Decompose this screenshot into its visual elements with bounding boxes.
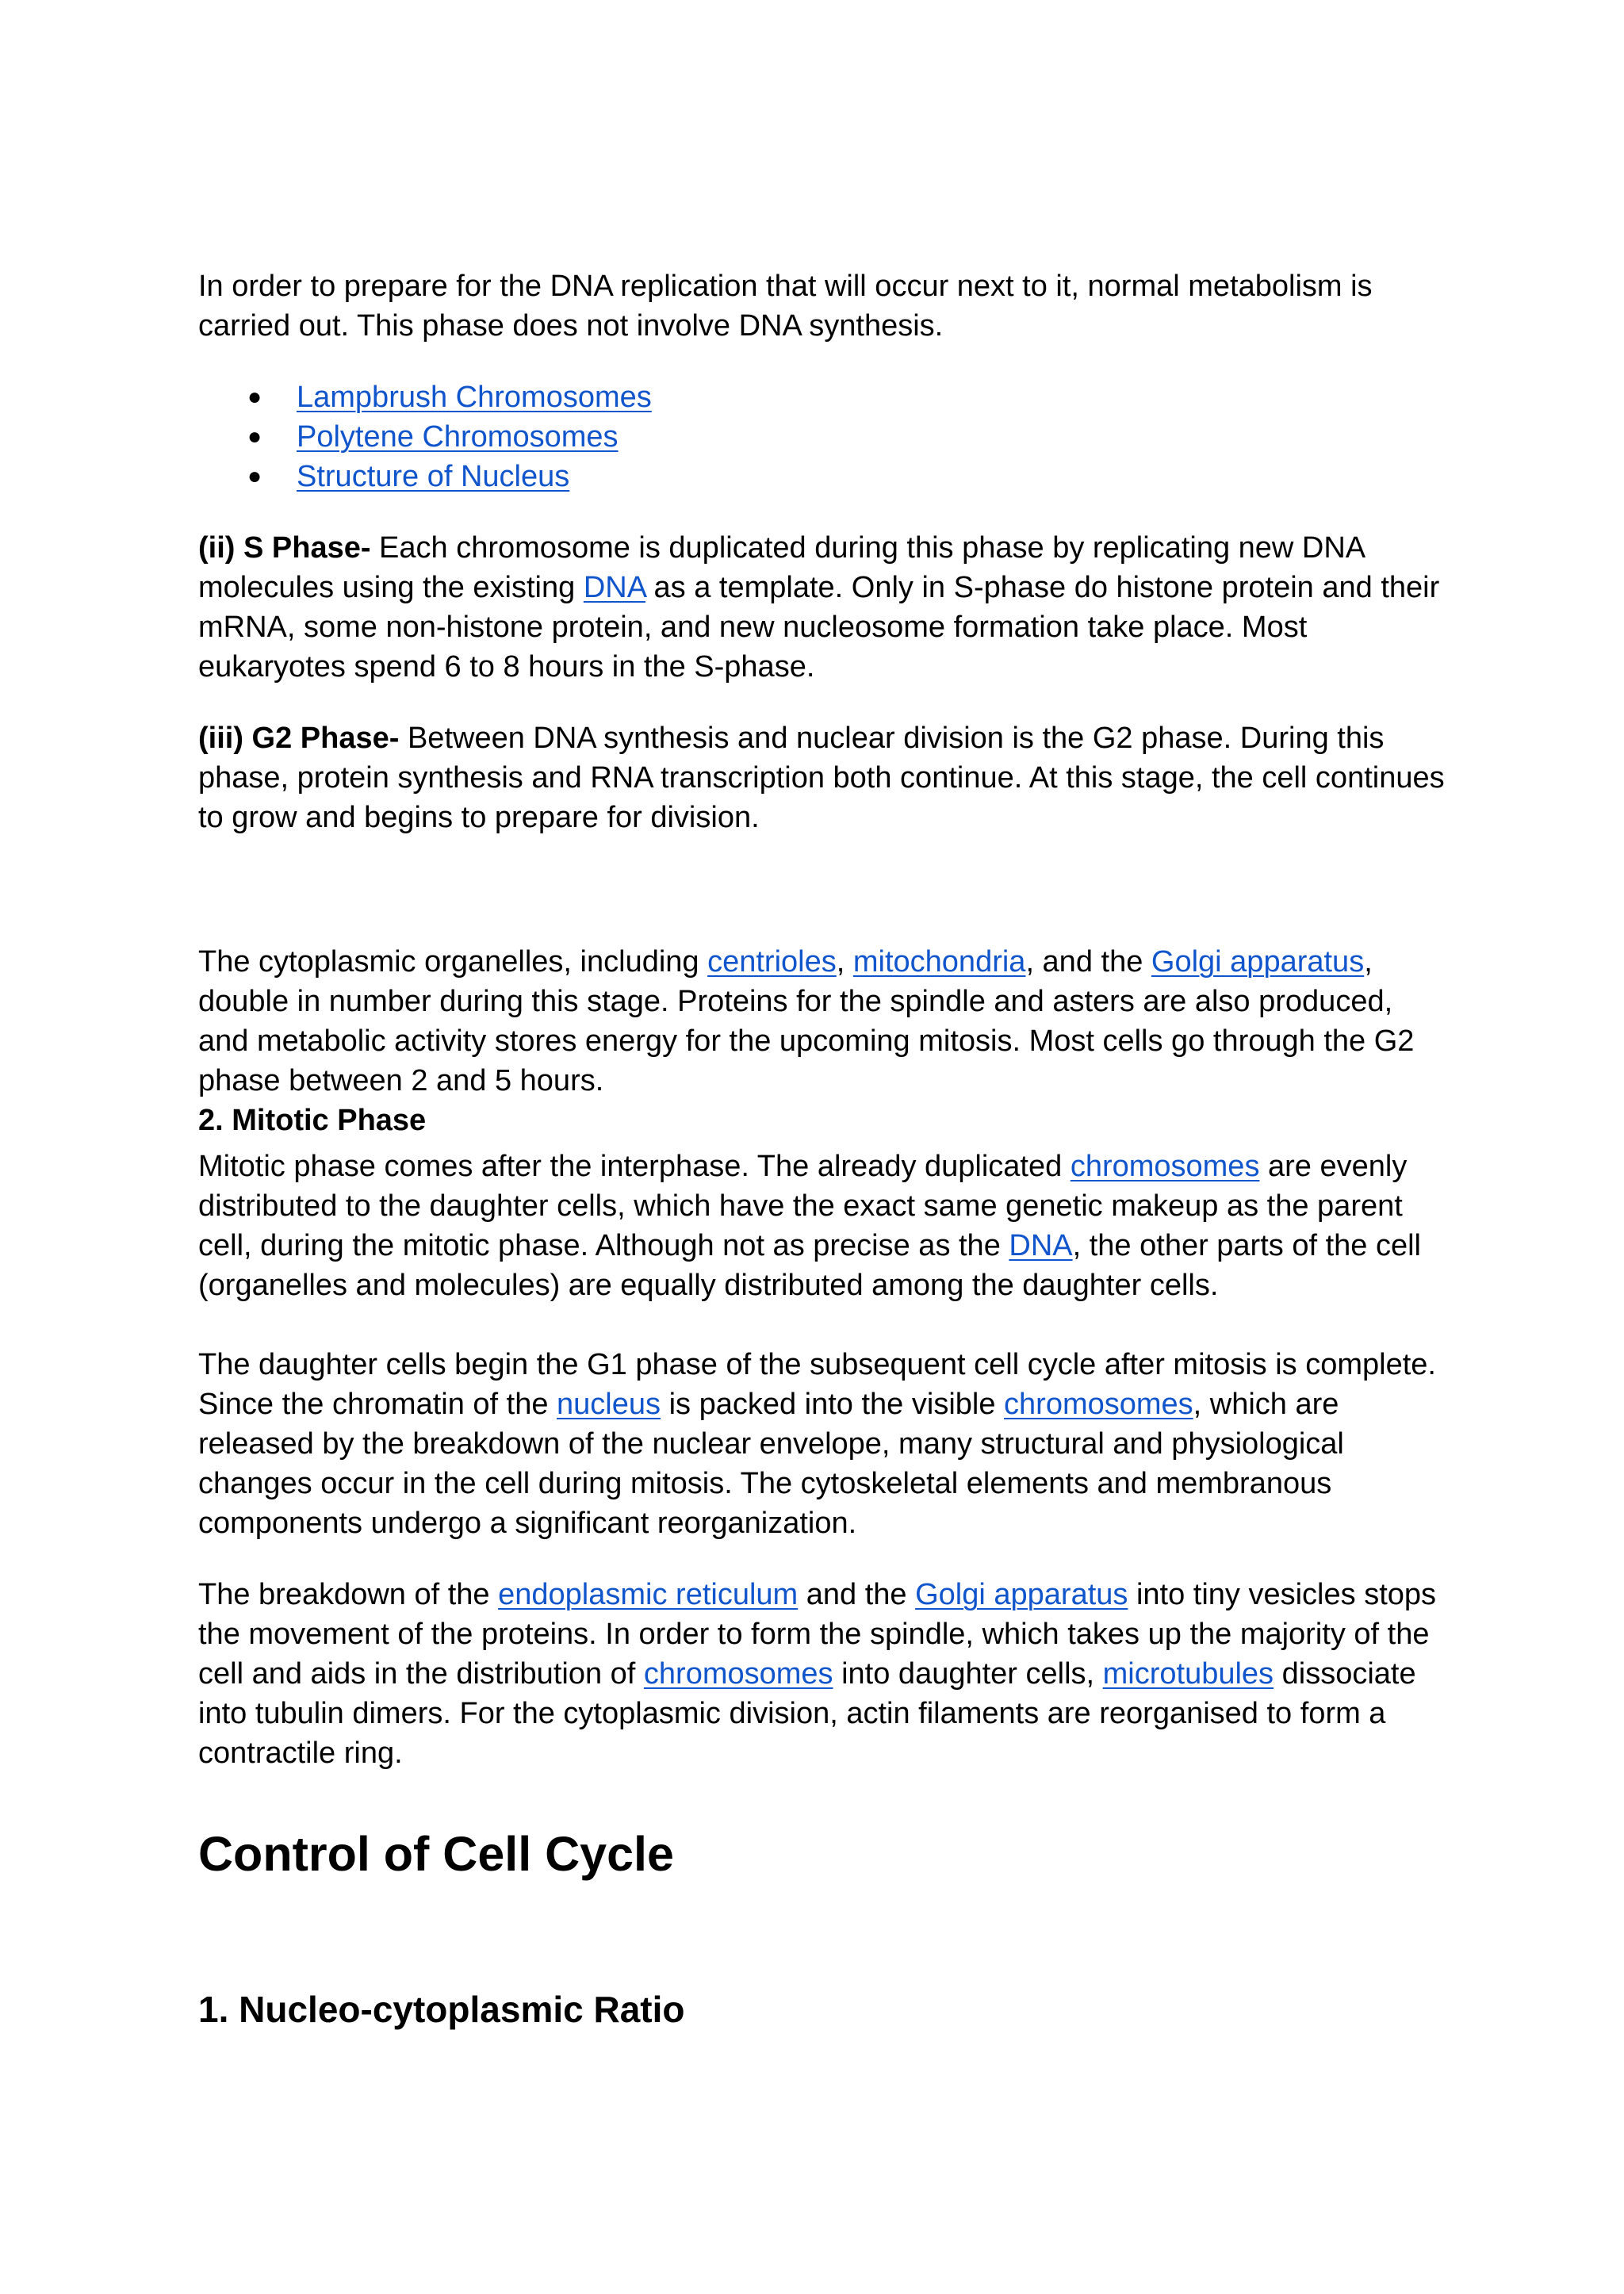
intro-paragraph: In order to prepare for the DNA replication that will occur next to it, normal metabolism is carried out. This phase does not involve DNA synthesis. [198,270,1373,343]
bullet-icon: ● [247,384,262,410]
related-links-list [198,377,1451,496]
link-chromosomes[interactable]: chromosomes [1004,1388,1193,1421]
list-item [198,417,1451,457]
breakdown-paragraph: The breakdown of the endoplasmic reticulum and the Golgi apparatus into tiny vesicles stops the movement of the proteins. In order to form the spindle, which takes up the majority of the cell and aids in the distribution of chromosomes into daughter cells, microtubules dissociate into tubulin dimers. For the cytoplasmic division, actin filaments are reorganised to form a contractile ring. [198,1578,1437,1770]
link-structure-of-nucleus[interactable]: Structure of Nucleus [297,460,570,493]
mitotic-paragraph: Mitotic phase comes after the interphase. The already duplicated chromosomes are evenly distributed to the daughter cells, which have the exact same genetic makeup as the parent cell, during the mitotic phase. Although not as precise as the DNA, the other parts of the cell (organelles and molecules) are equally distributed among the daughter cells. [198,1150,1421,1302]
link-chromosomes[interactable]: chromosomes [1070,1150,1260,1183]
link-microtubules[interactable]: microtubules [1102,1657,1274,1691]
list-item [198,457,1451,496]
nucleo-cytoplasmic-ratio-heading: 1. Nucleo-cytoplasmic Ratio [198,1989,685,2030]
link-dna[interactable]: DNA [1009,1229,1073,1262]
link-mitochondria[interactable]: mitochondria [852,945,1026,978]
s-phase-label: (ii) S Phase- [198,531,371,565]
document-body [198,266,1451,2032]
link-dna[interactable]: DNA [583,571,645,604]
link-polytene-chromosomes[interactable]: Polytene Chromosomes [297,420,619,454]
link-chromosomes[interactable]: chromosomes [643,1657,833,1691]
link-centrioles[interactable]: centrioles [707,945,837,978]
link-endoplasmic-reticulum[interactable]: endoplasmic reticulum [498,1578,799,1611]
g2-phase-label: (iii) G2 Phase- [198,722,400,755]
s-phase-paragraph: (ii) S Phase- Each chromosome is duplicated during this phase by replicating new DNA molecules using the existing DNA as a template. Only in S-phase do histone protein and their mRNA, some non-histone protein, and new nucleosome formation take place. Most eukaryotes spend 6 to 8 hours in the S-phase. [198,531,1440,684]
link-golgi-apparatus[interactable]: Golgi apparatus [915,1578,1128,1611]
link-golgi-apparatus[interactable]: Golgi apparatus [1151,945,1365,978]
g2-phase-paragraph: (iii) G2 Phase- Between DNA synthesis and nuclear division is the G2 phase. During this phase, protein synthesis and RNA transcription both continue. At this stage, the cell continues to grow and begins to prepare for division. [198,722,1445,834]
list-item [198,377,1451,417]
link-nucleus[interactable]: nucleus [557,1388,661,1421]
bullet-icon: ● [247,463,262,489]
organelles-paragraph: The cytoplasmic organelles, including centrioles, mitochondria, and the Golgi apparatus, double in number during this stage. Proteins for the spindle and asters are also produced, and metabolic activity stores energy for the upcoming mitosis. Most cells go through the G2 phase between 2 and 5 hours. [198,945,1415,1097]
mitotic-phase-heading: 2. Mitotic Phase [198,1104,427,1137]
bullet-icon: ● [247,423,262,450]
link-lampbrush-chromosomes[interactable]: Lampbrush Chromosomes [297,381,652,414]
daughter-cells-paragraph: The daughter cells begin the G1 phase of the subsequent cell cycle after mitosis is complete. Since the chromatin of the nucleus is packed into the visible chromosomes, which are released by the breakdown of the nuclear envelope, many structural and physiological changes occur in the cell during mitosis. The cytoskeletal elements and membranous components undergo a significant reorganization. [198,1348,1436,1540]
control-of-cell-cycle-heading: Control of Cell Cycle [198,1827,674,1881]
